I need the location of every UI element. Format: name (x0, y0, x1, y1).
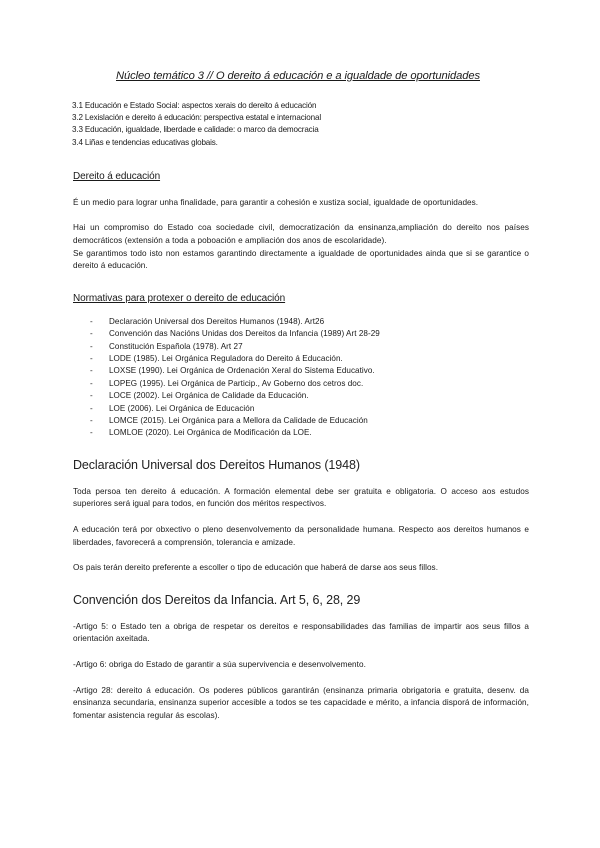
list-item: - LODE (1985). Lei Orgánica Reguladora do Dereito á Educación. (90, 353, 529, 365)
list-item: - LOXSE (1990). Lei Orgánica de Ordenación Xeral do Sistema Educativo. (90, 365, 529, 377)
toc-item: 3.3 Educación, igualdade, liberdade e calidade: o marco da democracia (72, 125, 319, 135)
bullet-dash: - (90, 378, 93, 388)
bullet-dash: - (90, 391, 93, 401)
bullet-dash: - (90, 366, 93, 376)
table-of-contents (72, 100, 529, 149)
paragraph: A educación terá por obxectivo o pleno desenvolvemento da personalidade humana. Respecto aos dereitos humanos e liberdades, favorecerá a comprensión, tolerancia e amizade. (73, 525, 529, 547)
list-item: - Constitución Española (1978). Art 27 (90, 341, 529, 353)
list-item: - LOCE (2002). Lei Orgánica de Calidade da Educación. (90, 390, 529, 402)
section-heading-convencion: Convención dos Dereitos da Infancia. Art 5, 6, 28, 29 (73, 592, 361, 607)
list-item: - LOMCE (2015). Lei Orgánica para a Mellora da Calidade de Educación (90, 415, 529, 427)
bullet-dash: - (90, 329, 93, 339)
bullet-dash: - (90, 316, 93, 326)
document-page (73, 70, 529, 722)
list-item: - Declaración Universal dos Dereitos Humanos (1948). Art26 (90, 316, 529, 328)
paragraph: Se garantimos todo isto non estamos garantindo directamente a igualdade de oportunidades ainda que si se garantice o dereito á educación. (73, 248, 529, 271)
paragraph: -Artigo 6: obriga do Estado de garantir a súa supervivencia e desenvolvemento. (73, 660, 366, 669)
section-heading-normativas: Normativas para protexer o dereito de educación (73, 292, 286, 304)
list-item: - Convención das Nacións Unidas dos Dereitos da Infancia (1989) Art 28-29 (90, 328, 529, 340)
bullet-dash: - (90, 403, 93, 413)
list-item: - LOE (2006). Lei Orgánica de Educación (90, 403, 529, 415)
section-heading-dereito: Dereito á educación (73, 170, 161, 182)
bullet-dash: - (90, 341, 93, 351)
toc-item: 3.1 Educación e Estado Social: aspectos xerais do dereito á educación (72, 101, 317, 110)
normativas-list (73, 316, 529, 440)
paragraph: -Artigo 28: dereito á educación. Os poderes públicos garantirán (ensinanza primaria obrigatoria e gratuita, desenv. da ensinanza secundaria, ensinanza superior accesible a todos se tes capacidade e mérito, a infancia disporá de información, fomentar asistencia regular ás escolas). (73, 685, 529, 720)
paragraph: -Artigo 5: o Estado ten a obriga de respetar os dereitos e responsabilidades das familias de impartir aos seus fillos a orientación axeitada. (73, 621, 529, 644)
toc-item: 3.4 Liñas e tendencias educativas globais. (72, 137, 218, 147)
document-title: Núcleo temático 3 // O dereito á educación e a igualdade de oportunidades (115, 70, 480, 82)
bullet-dash: - (90, 416, 93, 426)
list-item: - LOMLOE (2020). Lei Orgánica de Modificación da LOE. (90, 427, 529, 439)
toc-item: 3.2 Lexislación e dereito á educación: perspectiva estatal e internacional (72, 113, 321, 123)
bullet-dash: - (90, 354, 93, 363)
bullet-dash: - (90, 428, 93, 438)
list-item: - LOPEG (1995). Lei Orgánica de Particip., Av Goberno dos cetros doc. (90, 378, 529, 390)
paragraph: É un medio para lograr unha finalidade, para garantir a cohesión e xustiza social, igualdade de oportunidades. (73, 197, 479, 207)
paragraph: Toda persoa ten dereito á educación. A formación elemental debe ser gratuita e obligatoria. O acceso aos estudos superiores será igual para todos, en función dos méritos respectivos. (73, 486, 529, 509)
paragraph: Hai un compromiso do Estado coa sociedade civil, democratización da ensinanza,ampliación do dereito nos países democráticos (extensión a toda a poboación e ampliación dos anos de escolaridade). (73, 223, 529, 245)
paragraph: Os pais terán dereito preferente a escoller o tipo de educación que haberá de darse aos seus fillos. (73, 563, 439, 573)
section-heading-declaracion: Declaración Universal dos Dereitos Humanos (1948) (73, 457, 360, 472)
